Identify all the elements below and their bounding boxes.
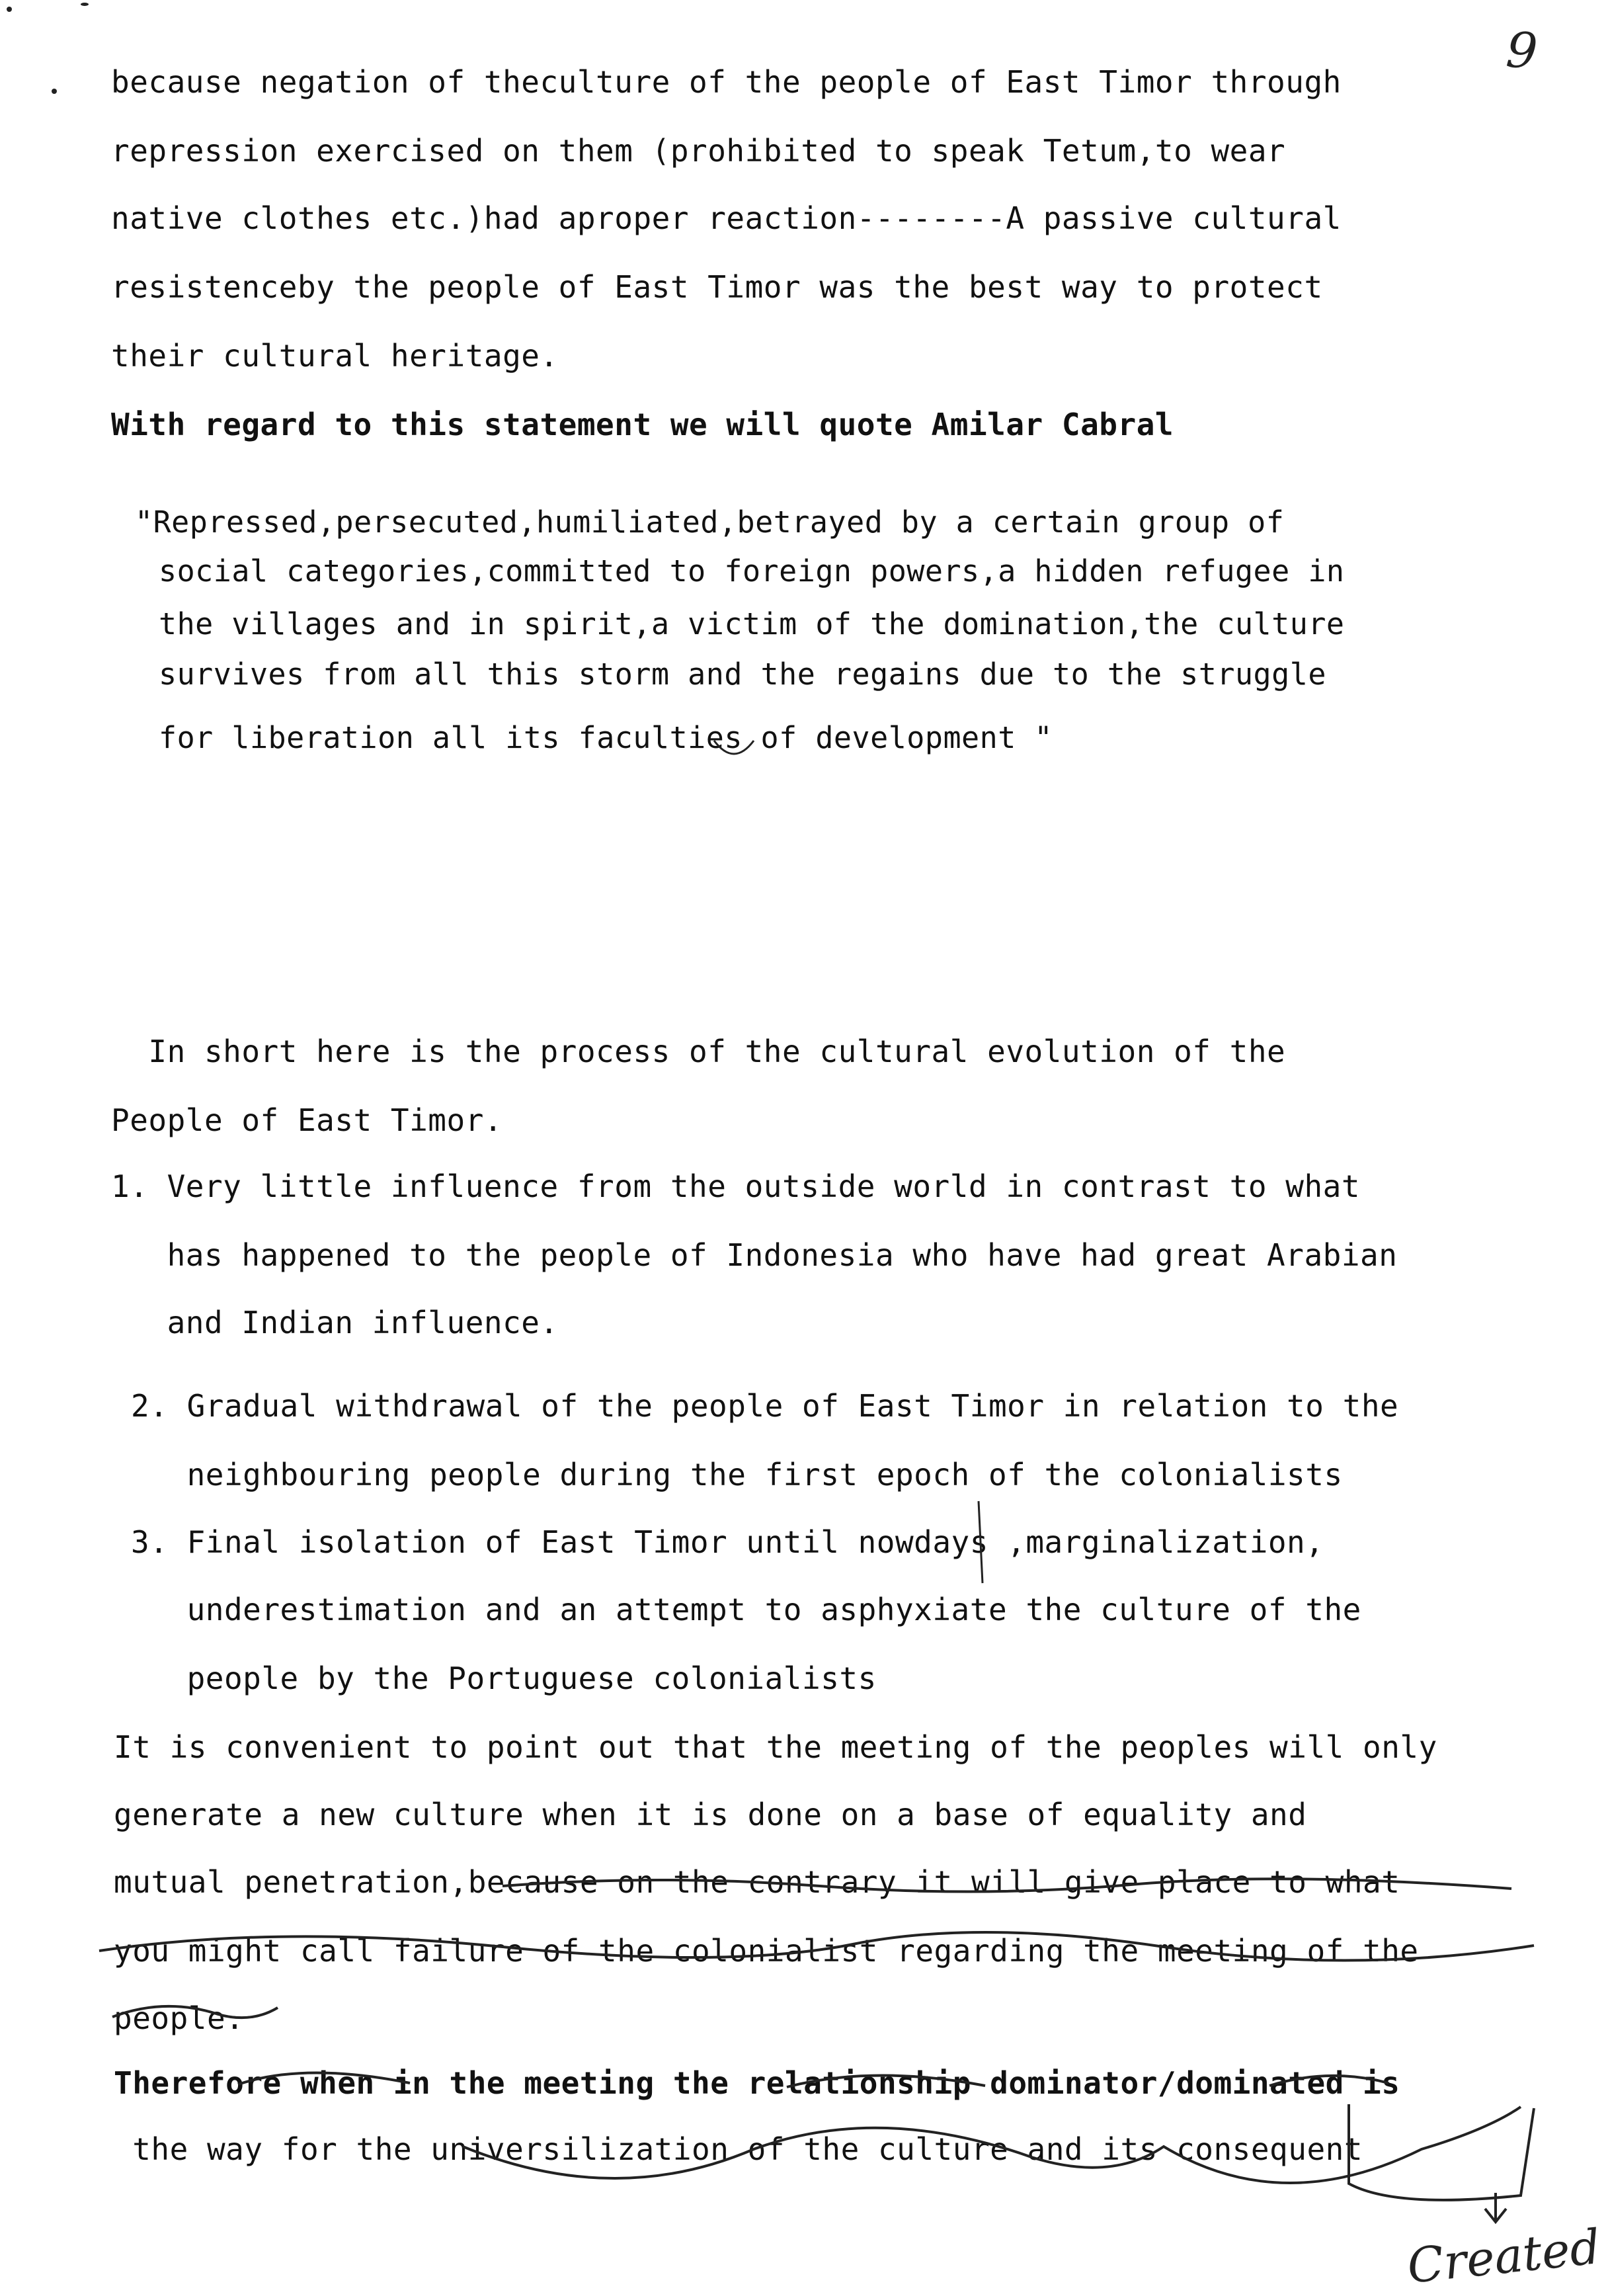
list-item-line: and Indian influence. [111, 1305, 559, 1340]
handwritten-annotation: Created [1404, 2218, 1603, 2295]
quote-line: the villages and in spirit,a victim of the domination,the culture [159, 606, 1345, 641]
quote-intro: With regard to this statement we will quote Amilar Cabral [111, 407, 1174, 442]
paragraph-line: because negation of theculture of the people of East Timor through [111, 64, 1342, 100]
paragraph-line: repression exercised on them (prohibited to speak Tetum,to wear [111, 133, 1286, 169]
paragraph-line: generate a new culture when it is done on a base of equality and [114, 1797, 1307, 1832]
list-item-line: 3. Final isolation of East Timor until nowdays ,marginalization, [131, 1524, 1324, 1560]
list-item-line: people by the Portuguese colonialists [131, 1660, 877, 1696]
paragraph-line: their cultural heritage. [111, 338, 559, 374]
summary-line: In short here is the process of the cultural evolution of the [111, 1034, 1286, 1069]
quote-line: "Repressed,persecuted,humiliated,betrayed by a certain group of [135, 505, 1285, 540]
quote-line: survives from all this storm and the regains due to the struggle [159, 657, 1326, 692]
scan-speck [81, 3, 89, 6]
insertion-arrow [1485, 2193, 1506, 2222]
scan-speck [52, 89, 57, 94]
paragraph-line: people. [114, 2000, 245, 2036]
paragraph-line: mutual penetration,because on the contrary it will give place to what [114, 1864, 1400, 1900]
quote-line: social categories,committed to foreign powers,a hidden refugee in [159, 554, 1345, 589]
insertion-bracket [1349, 2104, 1534, 2200]
paragraph-line: It is convenient to point out that the meeting of the peoples will only [114, 1729, 1437, 1765]
paragraph-line: the way for the universilization of the culture and its consequent [114, 2131, 1363, 2167]
list-item-line: 1. Very little influence from the outside world in contrast to what [111, 1168, 1361, 1204]
quote-line: for liberation all its faculties of development " [159, 720, 1053, 755]
paragraph-line: Therefore when in the meeting the relationship dominator/dominated is [114, 2065, 1400, 2101]
summary-line: People of East Timor. [111, 1102, 503, 1138]
scan-speck [7, 7, 12, 12]
page-number: 9 [1504, 21, 1540, 81]
list-item-line: has happened to the people of Indonesia who have had great Arabian [111, 1237, 1398, 1273]
paragraph-line: you might call failure of the colonialist regarding the meeting of the [114, 1933, 1419, 1969]
list-item-line: underestimation and an attempt to asphyxiate the culture of the [131, 1592, 1361, 1627]
list-item-line: 2. Gradual withdrawal of the people of East Timor in relation to the [131, 1388, 1399, 1424]
paragraph-line: resistenceby the people of East Timor was the best way to protect [111, 269, 1323, 305]
paragraph-line: native clothes etc.)had aproper reaction--------A passive cultural [111, 200, 1342, 236]
list-item-line: neighbouring people during the first epoch of the colonialists [131, 1457, 1343, 1493]
